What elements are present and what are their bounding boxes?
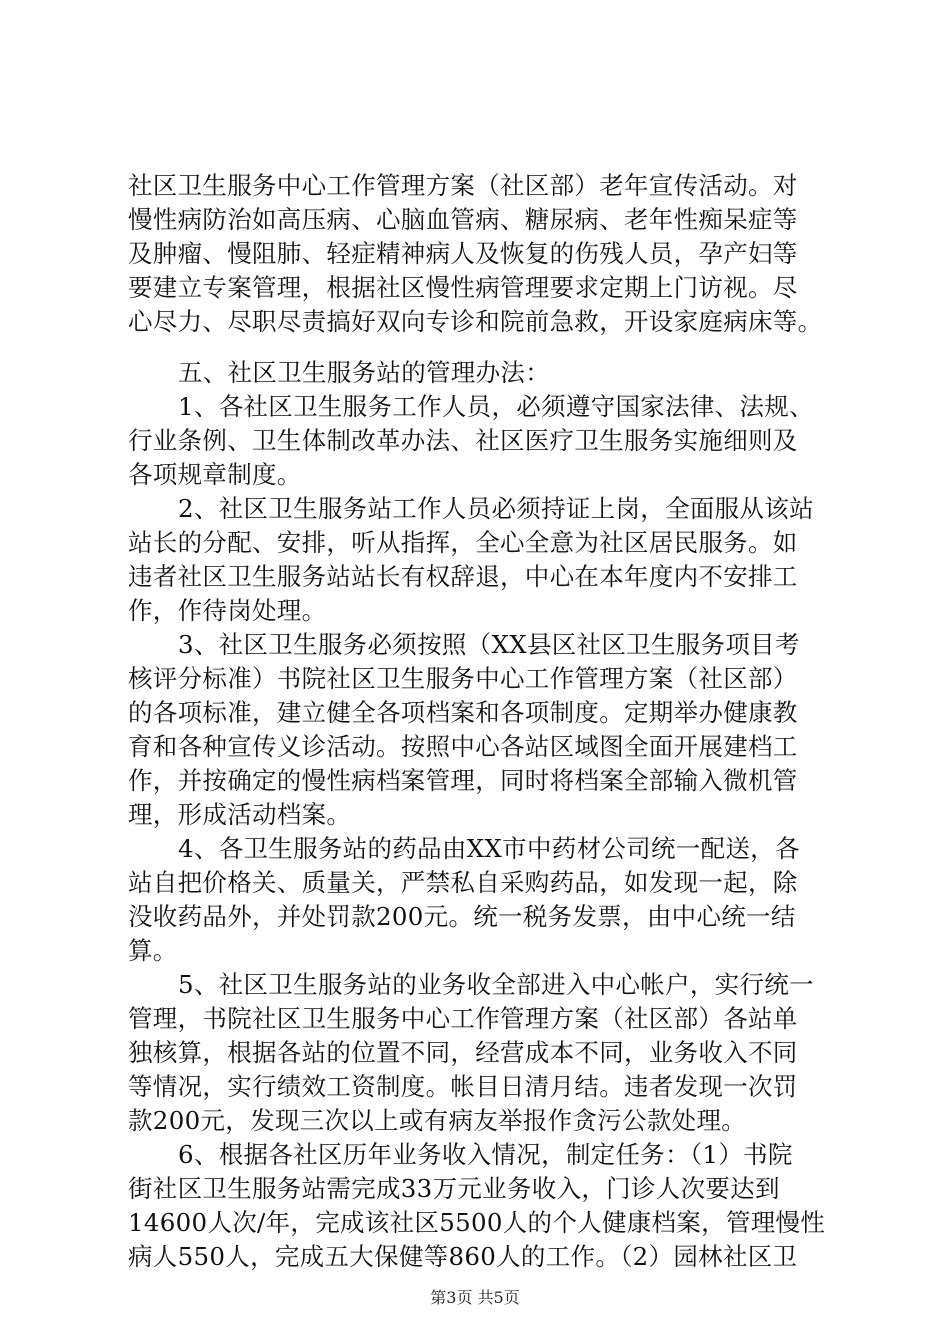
- paragraph-line: 管理，书院社区卫生服务中心工作管理方案（社区部）各站单: [128, 1004, 798, 1033]
- paragraph-line: 14600人次/年，完成该社区5500人的个人健康档案，管理慢性: [128, 1208, 826, 1237]
- paragraph-line: 病人550人，完成五大保健等860人的工作。（2）园林社区卫: [128, 1242, 798, 1271]
- paragraph-line: 心尽力、尽职尽责搞好双向专诊和院前急救，开设家庭病床等。: [128, 307, 823, 336]
- paragraph-line: 3、社区卫生服务必须按照（XX县区社区卫生服务项目考: [178, 630, 800, 659]
- paragraph-line: 5、社区卫生服务站的业务收全部进入中心帐户，实行统一: [178, 970, 814, 999]
- section-heading: 五、社区卫生服务站的管理办法：: [178, 358, 550, 387]
- paragraph-line: 站自把价格关、质量关，严禁私自采购药品，如发现一起，除: [128, 868, 798, 897]
- paragraph-line: 站长的分配、安排，听从指挥，全心全意为社区居民服务。如: [128, 528, 798, 557]
- paragraph-line: 慢性病防治如高压病、心脑血管病、糖尿病、老年性痴呆症等: [128, 205, 798, 234]
- paragraph-line: 街社区卫生服务站需完成33万元业务收入，门诊人次要达到: [128, 1174, 780, 1203]
- paragraph-line: 核评分标准）书院社区卫生服务中心工作管理方案（社区部）: [128, 664, 798, 693]
- paragraph-line: 没收药品外，并处罚款200元。统一税务发票，由中心统一结: [128, 902, 796, 931]
- paragraph-line: 2、社区卫生服务站工作人员必须持证上岗，全面服从该站: [178, 494, 814, 523]
- paragraph-line: 6、根据各社区历年业务收入情况，制定任务：（1）书院: [178, 1140, 793, 1169]
- paragraph-line: 1、各社区卫生服务工作人员，必须遵守国家法律、法规、: [178, 392, 814, 421]
- paragraph-line: 各项规章制度。: [128, 460, 302, 489]
- paragraph-line: 行业条例、卫生体制改革办法、社区医疗卫生服务实施细则及: [128, 426, 798, 455]
- page-number-footer: 第3页 共5页: [430, 1288, 520, 1307]
- paragraph-line: 独核算，根据各站的位置不同，经营成本不同，业务收入不同: [128, 1038, 798, 1067]
- paragraph-line: 等情况，实行绩效工资制度。帐目日清月结。违者发现一次罚: [128, 1072, 798, 1101]
- paragraph-line: 作，作待岗处理。: [128, 596, 327, 625]
- paragraph-line: 的各项标准，建立健全各项档案和各项制度。定期举办健康教: [128, 698, 798, 727]
- paragraph-line: 违者社区卫生服务站站长有权辞退，中心在本年度内不安排工: [128, 562, 798, 591]
- paragraph-line: 款200元，发现三次以上或有病友举报作贪污公款处理。: [128, 1106, 747, 1135]
- paragraph-line: 社区卫生服务中心工作管理方案（社区部）老年宣传活动。对: [128, 171, 798, 200]
- paragraph-line: 要建立专案管理，根据社区慢性病管理要求定期上门访视。尽: [128, 273, 798, 302]
- paragraph-line: 理，形成活动档案。: [128, 800, 352, 829]
- paragraph-line: 作，并按确定的慢性病档案管理，同时将档案全部输入微机管: [128, 766, 798, 795]
- paragraph-line: 及肿瘤、慢阻肺、轻症精神病人及恢复的伤残人员，孕产妇等: [128, 239, 798, 268]
- paragraph-line: 4、各卫生服务站的药品由XX市中药材公司统一配送，各: [178, 834, 800, 863]
- paragraph-line: 算。: [128, 936, 178, 965]
- paragraph-line: 育和各种宣传义诊活动。按照中心各站区域图全面开展建档工: [128, 732, 798, 761]
